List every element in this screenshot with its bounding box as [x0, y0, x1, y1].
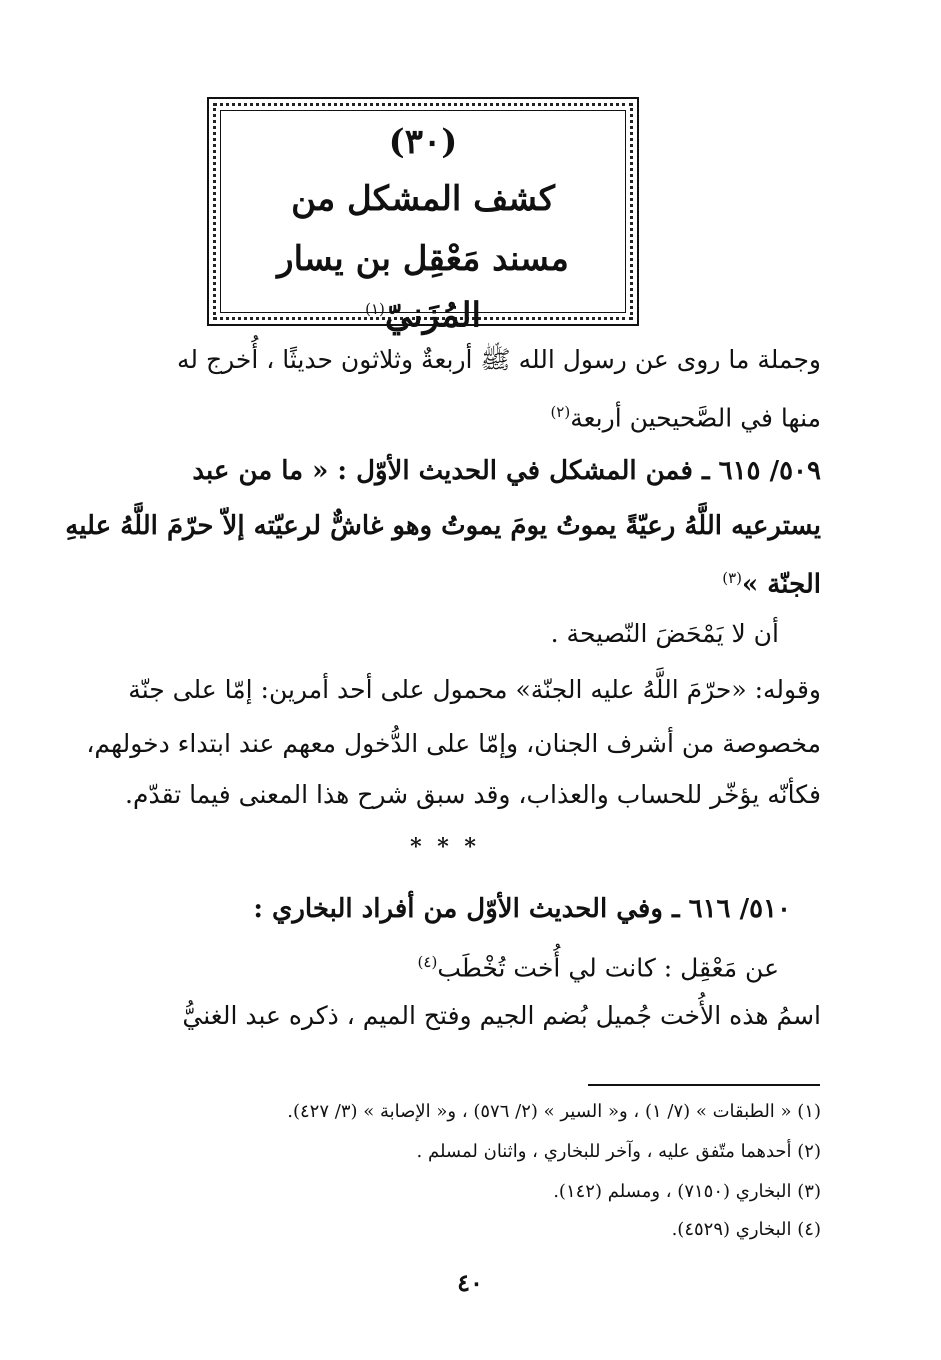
hadith-text-line [722, 562, 821, 601]
footnote-ref: (٤) [417, 953, 438, 971]
paragraph-line: مخصوصة من أشرف الجنان، وإمّا على الدُّخول معهم عند ابتداء دخولهم، [86, 729, 821, 758]
footnote-ref: (٢) [550, 403, 571, 421]
paragraph-line: فكأنّه يؤخّر للحساب والعذاب، وقد سبق شرح هذا المعنى فيما تقدّم. [125, 780, 821, 809]
chapter-title-box [207, 97, 639, 336]
paragraph-line: وقوله: «حرّمَ اللَّهُ عليه الجنّة» محمول على أحد أمرين: إمّا على جنّة [128, 675, 821, 704]
paragraph-line: أن لا يَمْحَضَ النّصيحة . [550, 619, 779, 648]
chapter-title-frame [213, 103, 633, 336]
paragraph-line [418, 946, 779, 984]
paragraph-line [550, 396, 821, 434]
footnote: (٣) البخاري (٧١٥٠) ، ومسلم (١٤٢). [553, 1181, 821, 1202]
footnote: (١) « الطبقات » (٧/ ١) ، و« السير » (٢/ ٥٧٦) ، و« الإصابة » (٣/ ٤٢٧). [287, 1101, 821, 1122]
hadith-text-line: يسترعيه اللَّهُ رعيّةً يموتُ يومَ يموتُ وهو غاشٌّ لرعيّته إلاّ حرّمَ اللَّهُ عليهِ [65, 511, 821, 541]
section-separator: * * * [410, 834, 480, 860]
paragraph-text: منها في الصَّحيحين أربعة [570, 403, 821, 433]
page-number: ٤٠ [457, 1268, 483, 1297]
hadith-text: الجنّة » [741, 569, 821, 600]
paragraph-line: وجملة ما روى عن رسول الله ﷺ أربعةٌ وثلاثون حديثًا ، أُخرج له [177, 345, 821, 374]
footnote-divider [588, 1084, 820, 1086]
hadith-heading-line: ٥١٠/ ٦١٦ ـ وفي الحديث الأوّل من أفراد البخاري : [253, 894, 791, 924]
footnote-ref: (١) [365, 300, 385, 318]
chapter-title-line-1: كشف المشكل من [291, 179, 555, 219]
footnote: (٢) أحدهما متّفق عليه ، وآخر للبخاري ، واثنان لمسلم . [416, 1141, 821, 1162]
hadith-heading-line: ٥٠٩/ ٦١٥ ـ فمن المشكل في الحديث الأوّل : « ما من عبد [192, 456, 821, 486]
chapter-title-text: مسند مَعْقِل بن يسار المُزَنيّ [277, 239, 569, 336]
footnote: (٤) البخاري (٤٥٢٩). [671, 1219, 821, 1240]
chapter-title-line-2 [216, 234, 630, 340]
paragraph-line: اسمُ هذه الأُخت جُميل بُضم الجيم وفتح الميم ، ذكره عبد الغنيُّ [182, 1001, 821, 1030]
chapter-number: (٣٠) [388, 122, 458, 162]
footnote-ref: (٣) [722, 569, 742, 587]
paragraph-text: عن مَعْقِل : كانت لي أُخت تُخْطَب [437, 953, 779, 983]
